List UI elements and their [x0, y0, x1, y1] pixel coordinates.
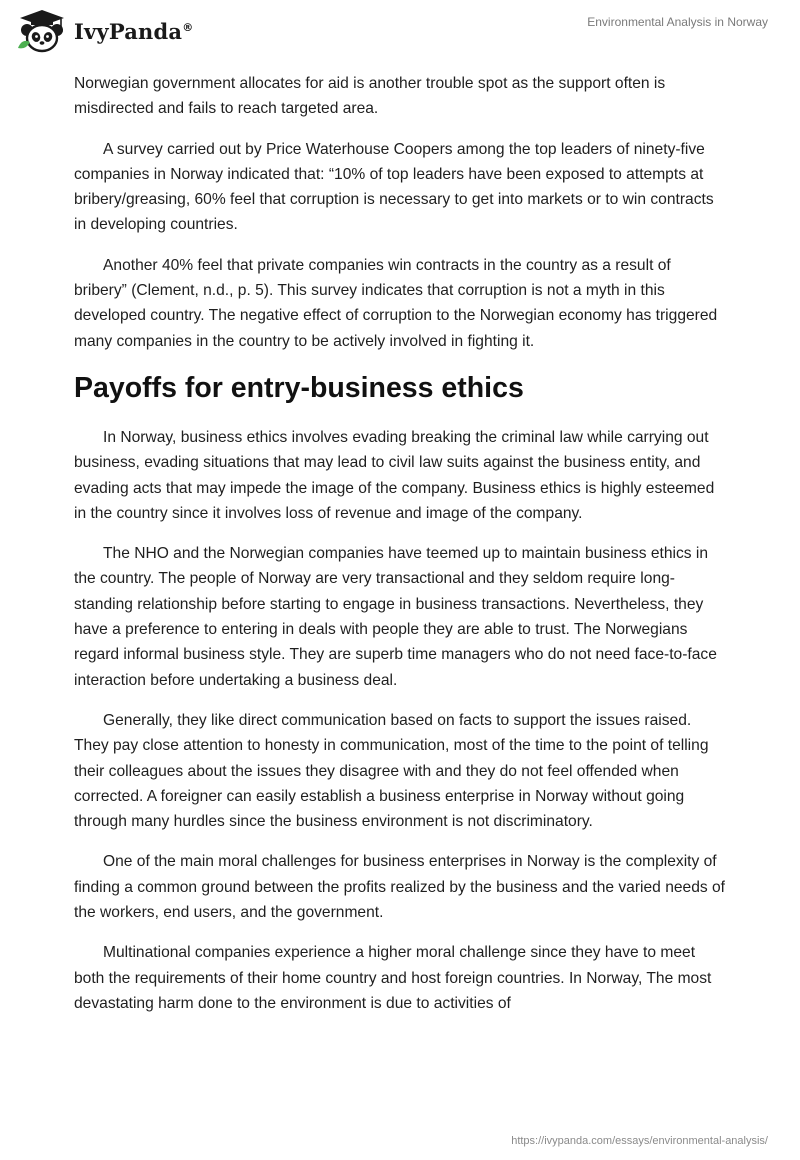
paragraph: In Norway, business ethics involves evading breaking the criminal law while carrying out business, evading situations that may lead to civil law suits against the business entity, and evading acts that may impede the image of the company. Business ethics is highly esteemed in the country since it involves loss of revenue and image of the company. — [74, 428, 715, 522]
document-title: Environmental Analysis in Norway — [587, 15, 768, 29]
brand-name: IvyPanda® — [74, 18, 194, 44]
page-header — [0, 0, 800, 64]
paragraph: Generally, they like direct communication based on facts to support the issues raised. They pay close attention to honesty in communication, most of the time to the point of telling their colleagues about the issues they disagree with and they do not feel offended when corrected. A foreigner can easily establish a business enterprise in Norway without going through many hurdles since the business environment is not discriminatory. — [74, 711, 709, 831]
paragraph: The NHO and the Norwegian companies have teemed up to maintain business ethics in the country. The people of Norway are very transactional and they seldom require long-standing relationship before starting to engage in business transactions. Nevertheless, they have a preference to entering in deals with people they are able to trust. The Norwegians regard informal business style. They are superb time managers who do not need face-to-face interaction before undertaking a business deal. — [74, 545, 717, 689]
paragraph: One of the main moral challenges for business enterprises in Norway is the complexity of finding a common ground between the profits realized by the business and the varied needs of the workers, end users, and the government. — [74, 853, 726, 922]
paragraph: A survey carried out by Price Waterhouse Coopers among the top leaders of ninety-five companies in Norway indicated that: “10% of top leaders have been exposed to attempts at bribery/greasing, 60% feel that corruption is necessary to get into markets or to win contracts in developing countries. — [74, 140, 714, 234]
section-heading: Payoffs for entry-business ethics — [74, 371, 524, 404]
paragraph: Multinational companies experience a higher moral challenge since they have to meet both the requirements of their home country and host foreign countries. In Norway, The most devastating harm done to the environment is due to activities of — [74, 944, 712, 1012]
brand-logo[interactable] — [14, 8, 193, 54]
paragraph: Norwegian government allocates for aid is another trouble spot as the support often is misdirected and fails to reach targeted area. — [74, 75, 666, 118]
source-url[interactable]: https://ivypanda.com/essays/environmental-analysis/ — [511, 1135, 768, 1147]
essay-body — [74, 71, 726, 1031]
panda-graduate-icon — [14, 8, 70, 54]
paragraph: Another 40% feel that private companies win contracts in the country as a result of bribery” (Clement, n.d., p. 5). This survey indicates that corruption is not a myth in this developed country. The negative effect of corruption to the Norwegian economy has triggered many companies in the country to be actively involved in fighting it. — [74, 256, 718, 350]
